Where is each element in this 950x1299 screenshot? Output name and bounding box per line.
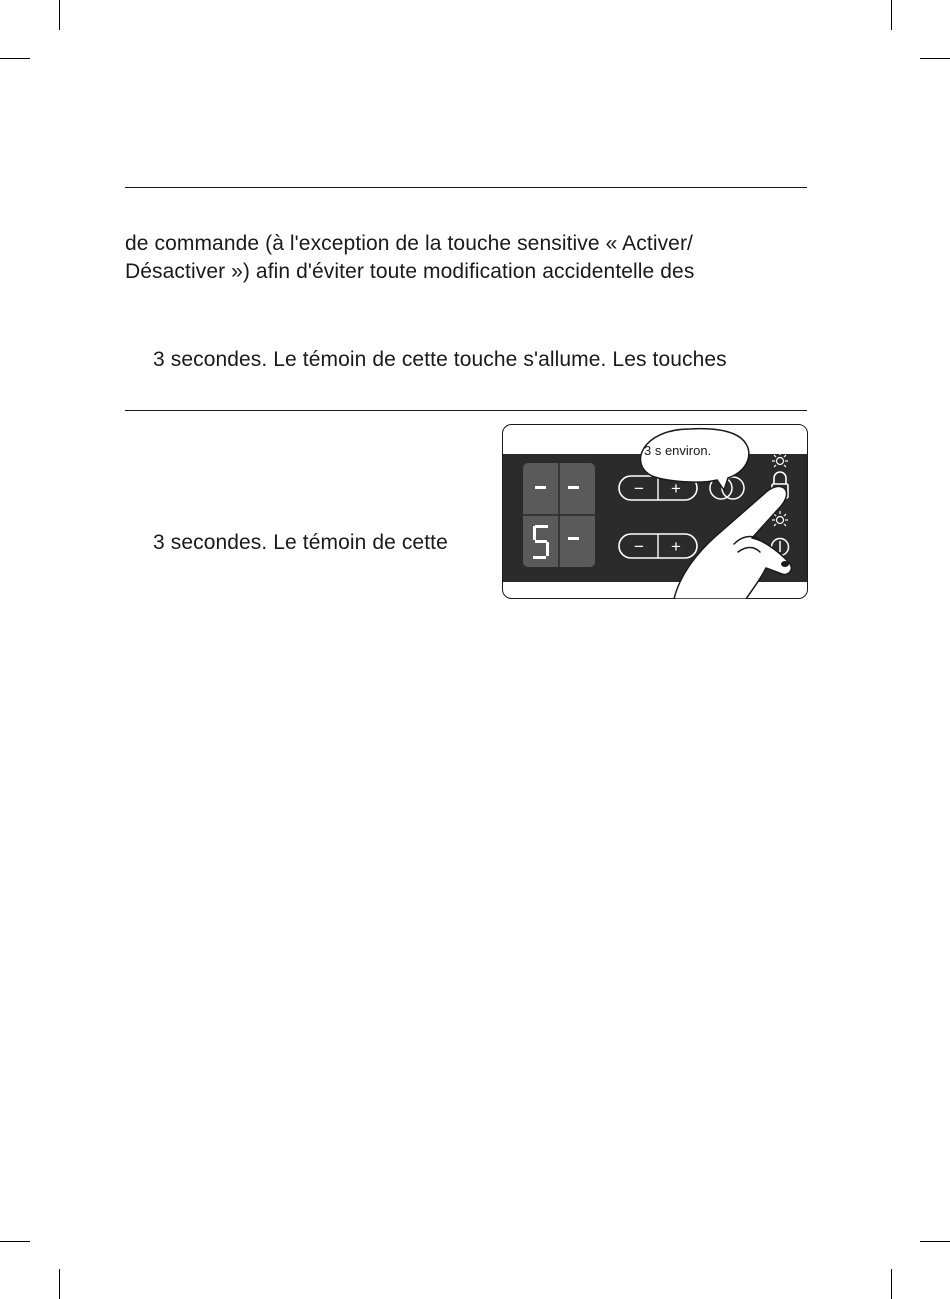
lower-plus-symbol: + (671, 537, 681, 556)
crop-mark-bottom-left-h (0, 1241, 30, 1242)
display-segment (568, 486, 579, 489)
step-text: 3 secondes. Le témoin de cette touche s'allume. Les touches (153, 348, 727, 371)
top-rule (125, 187, 807, 188)
middle-rule (125, 410, 807, 411)
crop-mark-top-right (891, 0, 892, 30)
temperature-display (523, 463, 595, 567)
display-segment (568, 537, 579, 540)
bubble-text: 3 s environ. (644, 443, 712, 458)
crop-mark-bottom-right-h (920, 1241, 950, 1242)
upper-plus-symbol: + (671, 479, 681, 498)
lower-minus-plus-control (619, 534, 697, 558)
upper-minus-symbol: − (634, 479, 644, 498)
paragraph-line-2: Désactiver ») afin d'éviter toute modification accidentelle des (125, 260, 695, 283)
crop-mark-top-left-h (0, 58, 30, 59)
crop-mark-bottom-left (59, 1269, 60, 1299)
crop-mark-top-left (59, 0, 60, 30)
lower-minus-symbol: − (634, 537, 644, 556)
display-segment (535, 486, 546, 489)
crop-mark-top-right-h (920, 58, 950, 59)
step-text-short: 3 secondes. Le témoin de cette (153, 531, 448, 554)
crop-mark-bottom-right (891, 1269, 892, 1299)
paragraph-line-1: de commande (à l'exception de la touche sensitive « Activer/ (125, 232, 693, 255)
